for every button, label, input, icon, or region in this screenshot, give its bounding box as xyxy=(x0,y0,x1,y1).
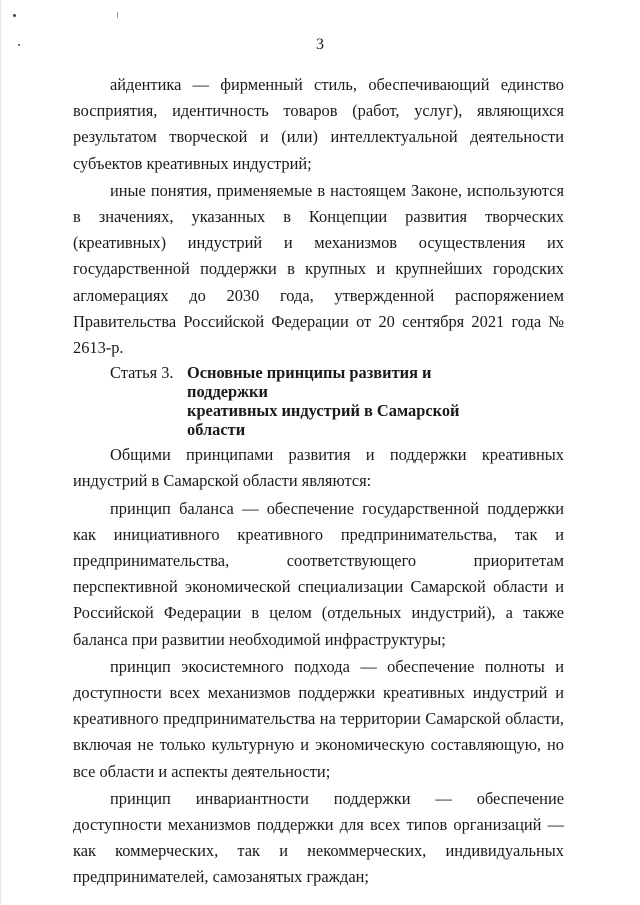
paragraph-invariance-principle: принцип инвариантности поддержки — обеспечение доступности механизмов поддержки для всех типов организаций — как коммерческих, так и некоммерческих, индивидуальных предпринимателей, самозанятых граждан; xyxy=(73,788,564,887)
scan-speck xyxy=(13,14,16,17)
article-heading xyxy=(73,363,564,439)
article-title-line: Основные принципы развития и поддержки xyxy=(187,363,432,402)
paragraph-other-concepts: иные понятия, применяемые в настоящем Законе, используются в значениях, указанных в Концепции развития творческих (креативных) индустрий и механизмов осуществления их государственной поддержки в крупных и крупнейших городских агломерациях до 2030 года, утвержденной распоряжением Правительства Российской Федерации от 20 сентября 2021 года № 2613-р. xyxy=(73,180,564,358)
page-number: 3 xyxy=(316,36,324,53)
paragraph-general-principles: Общими принципами развития и поддержки креативных индустрий в Самарской области являются: xyxy=(73,445,564,491)
article-title-line: креативных индустрий в Самарской области xyxy=(187,401,460,440)
document-body xyxy=(73,72,564,891)
scan-speck xyxy=(117,12,118,18)
article-title xyxy=(187,363,507,439)
paragraph-aidentika: айдентика — фирменный стиль, обеспечивающий единство восприятия, идентичность товаров (работ, услуг), являющихся результатом творческой и (или) интеллектуальной деятельности субъектов креативных индустрий; xyxy=(73,75,564,173)
scan-edge xyxy=(0,0,2,905)
article-number: Статья 3. xyxy=(110,363,174,383)
paragraph-balance-principle: принцип баланса — обеспечение государственной поддержки как инициативного креативного предпринимательства, так и предпринимательства, соответствующего приоритетам перспективной экономической специализации Самарской области и Российской Федерации в целом (отдельных индустрий), а также баланса при развитии необходимой инфраструктуры; xyxy=(73,498,564,649)
paragraph-ecosystem-principle: принцип экосистемного подхода — обеспечение полноты и доступности всех механизмов поддержки креативных индустрий и креативного предпринимательства на территории Самарской области, включая не только культурную и экономическую составляющую, но все области и аспекты деятельности; xyxy=(73,656,564,781)
